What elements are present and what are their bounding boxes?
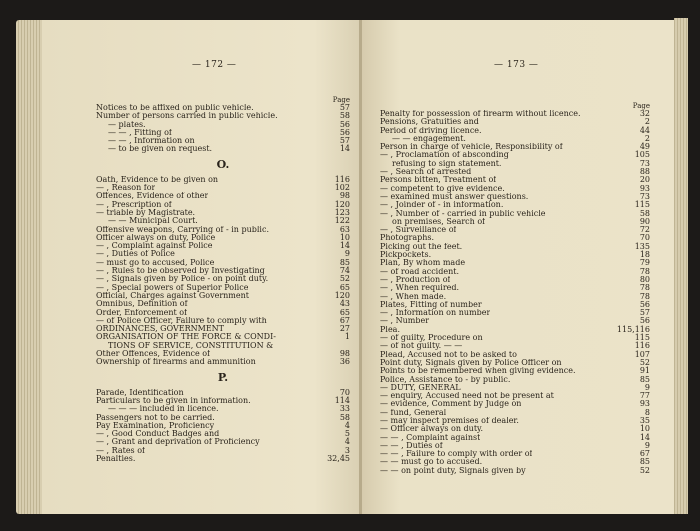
entry-page-number: 120 [334,199,350,209]
index-entry [380,151,650,159]
index-entry [380,251,650,259]
entry-text: Pensions, Gratuities and [380,118,479,127]
entry-text: — enquiry, Accused need not be present at [380,392,554,401]
entry-page-number: 27 [339,324,350,334]
entry-text: — , Production of [380,275,451,284]
entry-page-number: 2 [644,133,650,143]
entry-text: — to be given on request. [108,145,213,154]
left-page [42,20,362,514]
entry-text: Persons bitten, Treatment of [380,176,497,185]
entry-text: — — , Complaint against [380,433,481,442]
index-entry [96,317,350,325]
index-entry [380,425,650,433]
entry-page-number: 43 [339,299,350,309]
entry-page-number: 58 [639,208,650,218]
entry-text: — , Rates of [96,446,145,455]
entry-text: — , Search of arrested [380,168,472,177]
entry-text: Omnibus, Definition of [96,300,188,309]
entry-text: — Officer always on duty. [380,425,484,434]
index-entry [96,300,350,308]
index-entry [380,110,650,118]
index-column [380,102,650,475]
entry-page-number: 57 [639,308,650,318]
entry-page-number: 5 [344,429,350,439]
index-entry [96,275,350,283]
index-entry [96,325,350,333]
index-entry [380,376,650,384]
index-entry [96,217,350,225]
entry-text: — , Duties of Police [96,250,175,259]
entry-page-number: 3 [344,445,350,455]
entry-page-number: 114 [334,395,350,405]
entry-text: Pickpockets. [380,251,432,260]
entry-text: Point duty, Signals given by Police Officer on [380,358,562,367]
index-entry [96,129,350,137]
entry-text: — , Grant and deprivation of Proficiency [96,438,260,447]
entry-text: Oath, Evidence to be given on [96,175,219,184]
entry-page-number: 123 [334,207,350,217]
index-entry [380,127,650,135]
index-entry [380,293,650,301]
index-entry [380,458,650,466]
entry-page-number: 36 [339,357,350,367]
entry-page-number: 9 [644,440,650,450]
index-entry [380,301,650,309]
entry-page-number: 52 [339,274,350,284]
index-entry [96,292,350,300]
entry-page-number: 116 [334,174,350,184]
entry-text: — , Signals given by Police - on point duty. [96,275,269,284]
entry-text: — , Joinder of - in information. [380,201,504,210]
entry-text: — — must go to accused. [380,458,483,467]
entry-text: — must go to accused, Police [96,258,215,267]
entry-page-number: 74 [339,266,350,276]
entry-text: Plead, Accused not to be asked to [380,350,517,359]
entry-page-number: 85 [639,374,650,384]
entry-page-number: 4 [344,420,350,430]
index-entry [380,143,650,151]
entry-text: Offences, Evidence of other [96,192,209,201]
entry-page-number: 107 [634,349,650,359]
entry-text: Penalty for possession of firearm without licence. [380,110,581,118]
entry-page-number: 85 [339,257,350,267]
index-entry [380,309,650,317]
entry-page-number: 52 [639,465,650,475]
entry-text: — , Good Conduct Badges and [96,430,220,439]
entry-page-number: 115,116 [616,324,650,334]
index-entry [96,358,350,366]
entry-text: Offensive weapons, Carrying of - in public. [96,225,270,234]
entry-page-number: 57 [339,136,350,146]
entry-text: — , Special powers of Superior Police [96,283,249,292]
index-entry [96,414,350,422]
entry-page-number: 52 [639,357,650,367]
entry-text: refusing to sign statement. [392,159,502,168]
index-entry [96,192,350,200]
entry-text: — — , Failure to comply with order of [380,450,533,459]
entry-page-number: 35 [639,415,650,425]
entry-text: — plates. [108,120,146,129]
entry-text: Number of persons carried in public vehicle. [96,112,278,121]
entry-page-number: 120 [334,290,350,300]
entry-page-number: 80 [639,274,650,284]
entry-page-number: 20 [639,175,650,185]
open-book [16,14,688,520]
entry-page-number: 63 [339,224,350,234]
index-entry [96,226,350,234]
index-entry [96,455,350,463]
entry-text: — DUTY, GENERAL [380,383,461,392]
entry-text: — , Proclamation of absconding [380,151,509,160]
index-entry [96,389,350,397]
entry-text: — , Complaint against Police [96,242,213,251]
index-entry [96,137,350,145]
index-entry [380,226,650,234]
entry-text: — evidence, Comment by Judge on [380,400,522,409]
entry-text: — — engagement. [392,134,466,143]
entry-page-number: 2 [644,117,650,127]
entry-page-number: 91 [639,366,650,376]
page-column-header: Page [632,102,650,110]
index-entry [96,430,350,438]
index-entry [96,112,350,120]
entry-text: Other Offences, Evidence of [96,350,211,359]
entry-text: Notices to be affixed on public vehicle. [96,104,254,112]
entry-page-number: 18 [639,250,650,260]
section-letter: O. [216,157,230,171]
entry-text: — — on point duty, Signals given by [380,466,526,475]
index-entry [96,121,350,129]
entry-page-number: 70 [639,233,650,243]
entry-text: ORDINANCES, GOVERNMENT [96,325,224,334]
index-entry [380,168,650,176]
index-entry [380,176,650,184]
index-entry [96,309,350,317]
entry-text: Plates, Fitting of number [380,300,482,309]
index-entry [380,234,650,242]
entry-text: — , Rules to be observed by Investigating [96,267,265,276]
index-entry [380,359,650,367]
index-entry [96,176,350,184]
entry-text: — of Police Officer, Failure to comply with [96,316,267,325]
index-entry [380,326,650,334]
page-number: — 173 — [494,60,539,70]
right-page-edges [674,18,688,514]
entry-page-number: 32 [639,109,650,118]
entry-page-number: 115 [634,333,650,343]
index-entry [96,234,350,242]
index-entry [96,447,350,455]
entry-text: — , When required. [380,284,460,293]
index-entry [380,210,650,218]
entry-page-number: 10 [339,232,350,242]
entry-page-number: 58 [339,111,350,121]
index-entry [380,434,650,442]
entry-text: — may inspect premises of dealer. [380,416,519,425]
entry-page-number: 72 [639,225,650,235]
entry-page-number: 1 [344,332,350,342]
entry-page-number: 57 [339,103,350,112]
entry-text: — , Prescription of [96,200,172,209]
entry-text: — fund, General [380,408,447,417]
entry-text: Police, Assistance to - by public. [380,375,511,384]
index-entry [380,334,650,342]
index-entry [380,135,650,143]
index-entry [380,218,650,226]
index-entry [96,145,350,153]
entry-text: Picking out the feet. [380,242,463,251]
entry-page-number: 58 [339,412,350,422]
entry-page-number: 65 [339,282,350,292]
entry-page-number: 56 [339,119,350,129]
entry-page-number: 65 [339,307,350,317]
index-entry [96,405,350,413]
entry-page-number: 78 [639,266,650,276]
entry-text: — of not guilty. — — [380,342,463,351]
entry-page-number: 56 [639,316,650,326]
entry-page-number: 102 [334,183,350,193]
entry-text: — — Municipal Court. [108,217,198,226]
entry-page-number: 79 [639,258,650,268]
entry-text: Parade, Identification [96,388,184,397]
entry-page-number: 70 [339,387,350,397]
entry-page-number: 93 [639,399,650,409]
entry-text: — — , Duties of [380,441,443,450]
entry-page-number: 88 [639,167,650,177]
entry-page-number: 98 [339,191,350,201]
index-entry [380,185,650,193]
entry-text: — , Information on number [380,309,491,318]
entry-text: Photographs. [380,234,435,243]
index-entry [96,259,350,267]
index-entry [380,400,650,408]
entry-page-number: 105 [634,150,650,160]
entry-text: Official, Charges against Government [96,291,249,300]
entry-page-number: 116 [634,341,650,351]
entry-page-number: 78 [639,283,650,293]
entry-page-number: 4 [344,437,350,447]
entry-page-number: 98 [339,349,350,359]
section-letter: P. [217,370,229,384]
entry-page-number: 33 [339,404,350,414]
index-entry [380,367,650,375]
index-entry [380,118,650,126]
entry-text: ORGANISATION OF THE FORCE & CONDI- [96,333,276,342]
index-entry [380,351,650,359]
entry-page-number: 49 [639,142,650,152]
entry-text: — , When made. [380,292,447,301]
index-entry [380,201,650,209]
entry-text: Person in charge of vehicle, Responsibility of [380,143,563,152]
index-entry [96,250,350,258]
index-entry [380,160,650,168]
entry-page-number: 44 [639,125,650,135]
entry-text: — , Surveillance of [380,226,457,235]
entry-text: — — , Information on [108,137,195,146]
entry-page-number: 56 [639,299,650,309]
index-entry [380,284,650,292]
page-number: — 172 — [192,60,237,70]
entry-page-number: 85 [639,457,650,467]
entry-text: — , Reason for [96,184,156,193]
entry-page-number: 56 [339,127,350,137]
index-entry [96,201,350,209]
entry-text: Particulars to be given in information. [96,396,251,405]
entry-text: — competent to give evidence. [380,184,505,193]
entry-text: — examined must answer questions. [380,192,529,201]
index-entry [96,104,350,112]
index-entry [96,284,350,292]
index-entry [380,317,650,325]
entry-text: — of road accident. [380,267,459,276]
index-entry [380,193,650,201]
index-entry [380,392,650,400]
entry-text: on premises, Search of [392,217,486,226]
entry-text: — of guilty, Procedure on [380,334,483,343]
index-entry [96,342,350,350]
entry-page-number: 77 [639,391,650,401]
page-column-header: Page [332,96,350,104]
index-entry [96,422,350,430]
entry-page-number: 115 [634,200,650,210]
index-entry [380,467,650,475]
index-entry [96,242,350,250]
index-entry [380,243,650,251]
entry-page-number: 90 [639,216,650,226]
index-entry [380,409,650,417]
entry-page-number: 9 [344,249,350,259]
entry-page-number: 122 [334,216,350,226]
index-entry [96,397,350,405]
index-entry [96,438,350,446]
entry-text: — triable by Magistrate. [96,208,196,217]
entry-text: Plea. [380,325,400,334]
entry-text: Period of driving licence. [380,126,482,135]
entry-text: — , Number [380,317,430,326]
index-entry [380,276,650,284]
index-column [96,96,350,463]
entry-text: Points to be remembered when giving evidence. [380,367,576,376]
entry-text: Passengers not to be carried. [96,413,215,422]
entry-page-number: 14 [339,241,350,251]
entry-text: — — , Fitting of [108,128,172,137]
right-page [362,20,674,514]
entry-text: — — — included in licence. [108,405,219,414]
index-entry [96,350,350,358]
entry-text: Pay Examination, Proficiency [96,421,215,430]
index-entry [380,342,650,350]
index-entry [380,268,650,276]
index-entry [380,450,650,458]
index-entry [96,184,350,192]
entry-text: — , Number of - carried in public vehicle [380,209,546,218]
entry-page-number: 10 [639,424,650,434]
entry-page-number: 9 [644,382,650,392]
index-entry [96,267,350,275]
entry-page-number: 14 [339,144,350,154]
entry-text: Penalties. [96,454,136,463]
index-entry [380,417,650,425]
entry-page-number: 32,45 [327,453,350,463]
entry-text: Officer always on duty, Police [96,233,216,242]
entry-page-number: 73 [639,191,650,201]
entry-page-number: 93 [639,183,650,193]
entry-page-number: 67 [339,315,350,325]
entry-page-number: 78 [639,291,650,301]
entry-text: Plan, By whom made [380,259,466,268]
entry-page-number: 67 [639,449,650,459]
index-entry [96,333,350,341]
index-entry [380,442,650,450]
entry-text: TIONS OF SERVICE, CONSTITUTION & [108,341,274,350]
entry-text: Order, Enforcement of [96,308,188,317]
index-entry [96,209,350,217]
index-entry [380,384,650,392]
entry-text: Ownership of firearms and ammunition [96,358,256,367]
entry-page-number: 8 [644,407,650,417]
entry-page-number: 135 [634,241,650,251]
entry-page-number: 14 [639,432,650,442]
index-entry [380,259,650,267]
entry-page-number: 73 [639,158,650,168]
